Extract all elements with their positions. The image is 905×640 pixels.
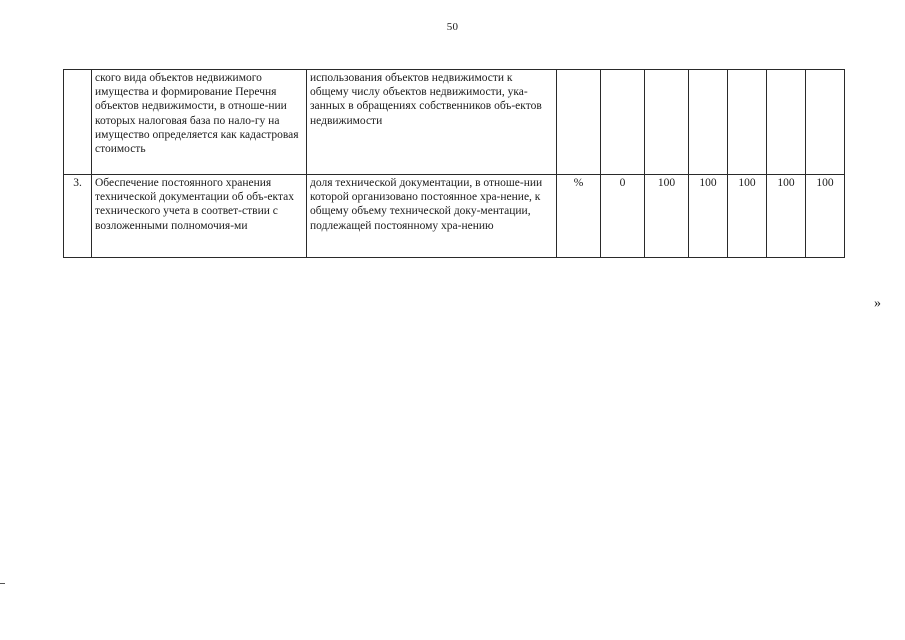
value-cell-4 [767,70,806,175]
value-cell-3: 100 [728,175,767,258]
table-row [64,175,845,258]
table-row [64,70,845,175]
closing-quote-mark: » [874,296,881,311]
value-cell-2 [689,70,728,175]
value-cell-4: 100 [767,175,806,258]
task-cell: ского вида объектов недвижимого имущества и формирование Перечня объектов недвижимости, в отноше-нии которых налоговая база по нало-гу на имущество определяется как кадастровая стоимость [92,70,307,175]
indicator-cell: доля технической документации, в отноше-нии которой организовано постоянное хра-нение, к общему объему технической доку-ментации, подлежащей постоянному хра-нению [307,175,557,258]
value-cell-2: 100 [689,175,728,258]
unit-cell: % [557,175,601,258]
scan-edge-mark [0,583,5,584]
value-cell-5: 100 [806,175,845,258]
unit-cell [557,70,601,175]
value-cell-base [601,70,645,175]
value-cell-1: 100 [645,175,689,258]
indicator-cell: использования объектов недвижимости к общему числу объектов недвижимости, ука-занных в обращениях собственников объ-ектов недвижимости [307,70,557,175]
row-number-cell [64,70,92,175]
value-cell-3 [728,70,767,175]
task-cell: Обеспечение постоянного хранения технической документации об объ-ектах технического учета в соответ-ствии с возложенными полномочия-ми [92,175,307,258]
page-number: 50 [446,21,459,33]
program-indicators-table [63,69,845,258]
value-cell-1 [645,70,689,175]
value-cell-5 [806,70,845,175]
row-number-cell: 3. [64,175,92,258]
value-cell-base: 0 [601,175,645,258]
